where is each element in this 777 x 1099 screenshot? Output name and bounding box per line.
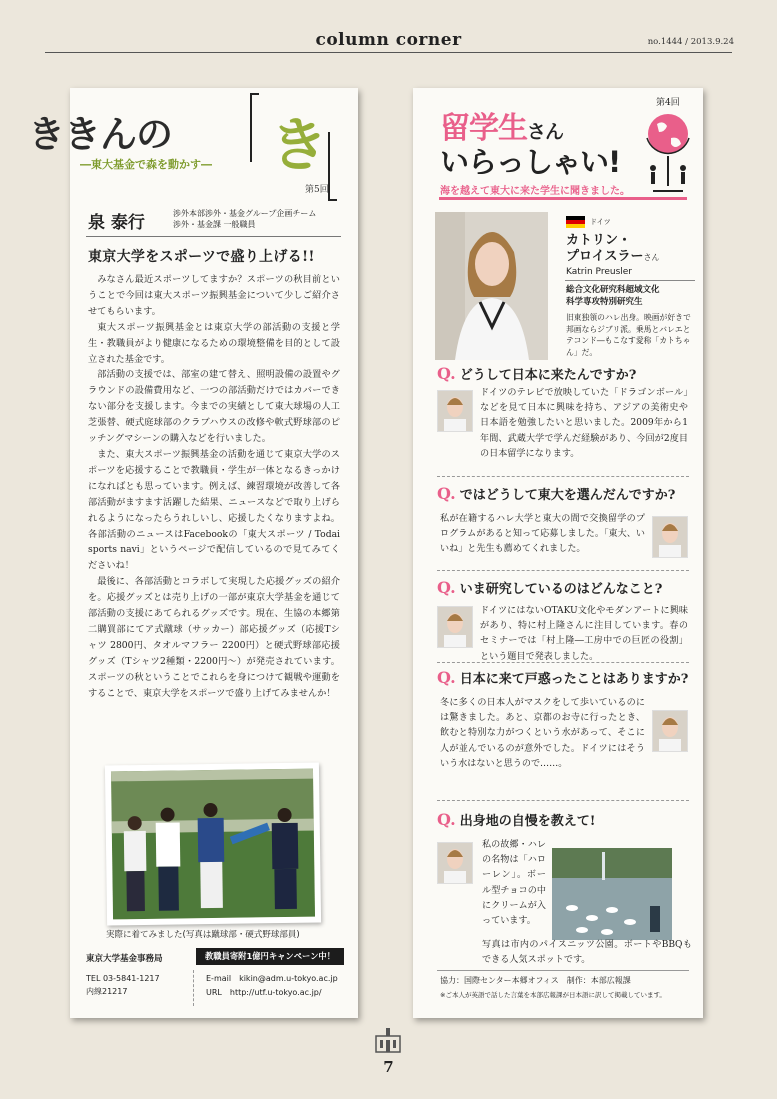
answer-3: ドイツにはないOTAKU文化やモダンアートに興味があり、特に村上隆さんに注目しています。春のセミナーでは「村上隆―工房中での巨匠の役割」という題目で発表しました。 [480,606,688,662]
page-number: 7 [383,1058,394,1076]
question-4 [437,668,688,687]
team-photo-image [111,769,315,920]
paragraph: また、東大スポーツ振興基金の活動を通じて東京大学のスポーツを応援することで教職員・学生が一体となるきっかけになればとも思っています。例えば、練習環境が改善して各部活動がますます活躍した結果、ニュースなどで取り上げられるようになったらうれしいし、応援したくなりますよね。各部活動のニュースはFacebookの「東大スポーツ / Todai sports navi」というページで配信しているので見てみてくださいね！ [88,448,340,572]
student-bio: 旧東独領のハレ出身。映画が好きで邦画ならジブリ派。乗馬とバレエとテコンド―もこなす愛称「カトちゃん」だ。 [566,313,691,357]
student-thumbnail [437,842,473,884]
divider [193,970,194,1006]
answer-1: ドイツのテレビで放映していた「ドラゴンボール」などを見て日本に興味を持ち、アジアの美術史や日本語を勉強したいと思いました。2009年から1年間、武蔵大学で学んだ経験があり、今回が2度目の日本留学になります。 [480,388,688,459]
phone-number: TEL 03-5841-1217 [86,974,160,983]
kikin-title: ききんの [28,113,172,156]
name-text: プロイスラー [566,249,644,264]
question-text: 日本に来て戸惑ったことはありますか? [459,672,689,687]
website-url[interactable]: URL http://utf.u-tokyo.ac.jp/ [206,988,322,997]
question-text: いま研究しているのはどんなこと? [459,582,663,597]
student-country: ドイツ [590,218,611,226]
question-text: どうして日本に来たんですか? [459,368,637,383]
question-1 [437,364,636,383]
student-thumbnail [437,390,473,432]
german-flag-icon [566,216,585,228]
student-thumbnail [652,710,688,752]
kikin-contact-left [86,953,163,998]
divider [437,476,689,477]
divider [437,570,689,571]
divider [565,280,695,281]
question-text: ではどうして東大を選んだんですか? [459,488,676,503]
park-photo [552,848,672,940]
paragraph: 東大スポーツ振興基金とは東京大学の部活動の支援と学生・教職員がより健康になるための環境整備を目的として設立された基金です。 [88,321,340,365]
kikin-contact-right [206,972,338,1000]
campaign-badge: 教職員寄附1億円キャンペーン中！ [196,948,344,965]
team-photo [105,763,321,926]
affiliation-line: 総合文化研究科超域文化 [566,285,660,295]
name-line: カトリン・ [566,233,632,248]
intl-title-line2: いらっしゃい! [440,145,621,179]
name-san: さん [643,253,660,262]
title-san: さん [527,121,564,143]
question-text: 出身地の自慢を教えて! [459,814,596,829]
author-role [173,208,316,230]
q-mark: Q. [437,668,456,687]
divider [437,800,689,801]
question-3 [437,578,662,597]
kikin-subtitle: ―東大基金で森を動かす― [80,158,212,171]
photo-caption: 実際に着てみました(写真は蹴球部・硬式野球部員) [106,930,300,940]
article-headline: 東京大学をスポーツで盛り上げる!! [88,249,315,265]
divider [86,236,341,237]
paragraph: みなさん最近スポーツしてますか？スポーツの秋目前ということで今回は東大スポーツ振興基金について少しご紹介させてもらいます。 [88,274,340,317]
question-5 [437,810,595,829]
translation-note: ※ご本人が英語で話した言葉を本部広報課が日本語に訳して掲載しています。 [440,991,666,999]
student-name-en: Katrin Preusler [566,267,632,277]
kikin-ki-character: き [270,111,329,179]
email-address[interactable]: E-mail kikin@adm.u-tokyo.ac.jp [206,974,338,983]
answer-5a: 私の故郷・ハレの名物は「ハローレン」。ボール型チョコの中にクリームが入っています。 [482,840,546,927]
author-role-line: 渉外・基金課 一般職員 [173,220,256,229]
extension-number: 内線21217 [86,987,128,996]
author-role-line: 渉外本部渉外・基金グループ企画チーム [173,209,317,218]
issue-info: no.1444 / 2013.9.24 [647,37,734,47]
author-name: 泉 泰行 [88,213,145,233]
divider [437,662,689,663]
pink-rule [439,197,687,200]
building-icon [373,1028,403,1054]
article-body [88,272,340,701]
intl-series-number: 第4回 [656,98,680,108]
kikin-series-number: 第5回 [305,185,329,195]
column-title: column corner [315,30,462,50]
q-mark: Q. [437,810,456,829]
q-mark: Q. [437,364,456,383]
affiliation-line: 科学専攻特別研究生 [566,297,643,307]
paragraph: 部活動の支援では、部室の建て替え、照明設備の設置やグラウンドの設備費用など、一つの部活動だけではカバーできない部分を支援します。今までの実績として東大球場の人工芝張替、硬式庭球部のクラブハウスの改修や軟式野球部のピッチングマシーンの購入などを行いました。 [88,369,340,445]
question-2 [437,484,675,503]
header-rule [45,52,732,53]
q-mark: Q. [437,484,456,503]
student-name [566,233,659,266]
credit: 協力：国際センター本郷オフィス 制作：本部広報課 [440,976,631,985]
divider [437,970,689,971]
student-portrait [435,212,548,360]
answer-2: 私が在籍するハレ大学と東大の間で交換留学のプログラムがあると知って応募しました。「東大、いいね」と先生も薦めてくれました。 [440,514,645,555]
office-name: 東京大学基金事務局 [86,954,163,964]
student-thumbnail [437,606,473,648]
paragraph: 最後に、各部活動とコラボして実現した応援グッズの紹介を。応援グッズとは売り上げの一部が東京大学基金を通じて部活動の支援にあてられるグッズです。現在、生協の本郷第二購買部にてア式蹴球（サッカー）部応援グッズ（応援Tシャツ 2800円、タオルマフラー 2200円）と硬式野球部応援グッズ（Tシャツ2種類・2200円〜）が発売されています。スポーツの秋ということでこれらを身につけて観戦や運動をすることで、東京大学をスポーツで盛り上げてみませんか！ [88,576,340,699]
title-text: 留学生 [440,111,527,146]
q-mark: Q. [437,578,456,597]
student-thumbnail [652,516,688,558]
answer-5b: 写真は市内のパイスニッツ公園。ボートやBBQもできる人気スポットです。 [482,940,692,966]
name-line [566,249,659,266]
intl-subtitle: 海を越えて東大に来た学生に聞きました。 [440,186,630,197]
student-affiliation [566,284,660,308]
answer-4: 冬に多くの日本人がマスクをして歩いているのには驚きました。あと、京都のお寺に行ったとき、飲むと特別な力がつくという水があって、そこに人が並んでいるのが意外でした。ドイツにはそういう水はないと思うので……。 [440,698,645,769]
